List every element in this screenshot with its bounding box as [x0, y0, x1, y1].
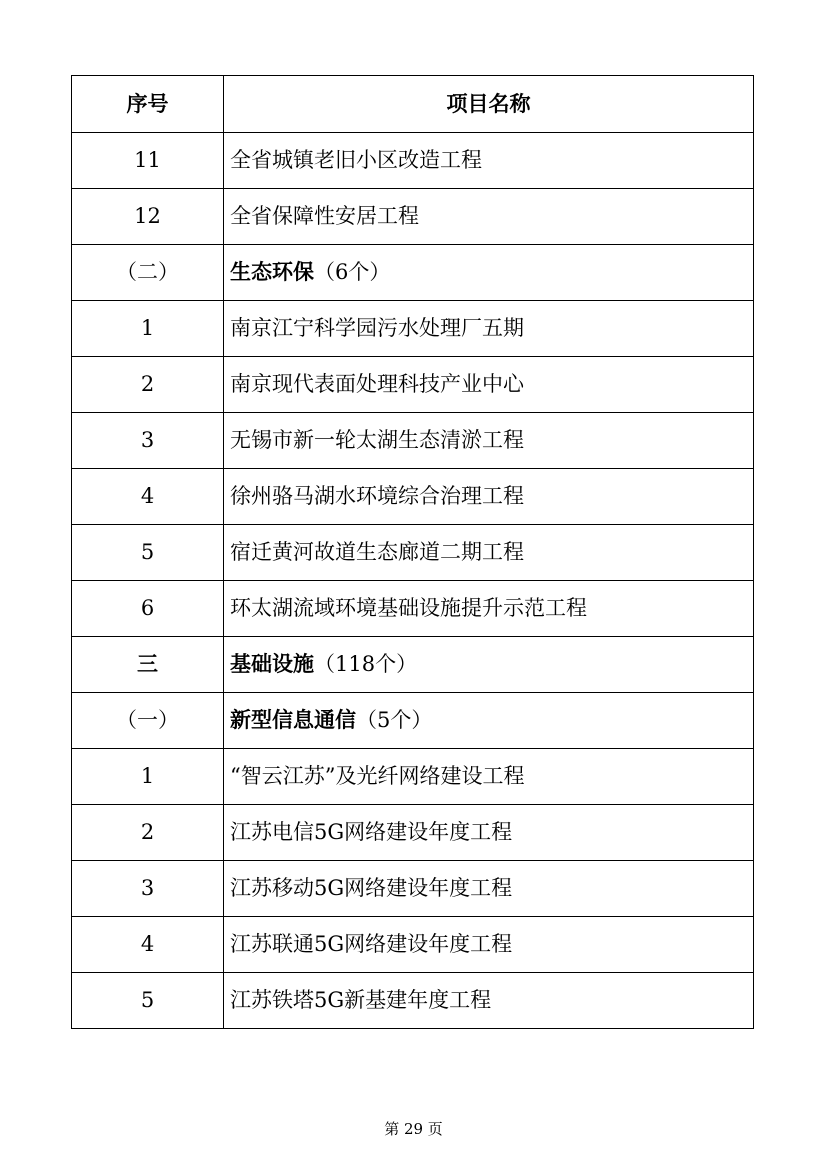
- category-count: （118个）: [314, 652, 418, 676]
- category-row: [72, 245, 754, 301]
- row-project-name: 南京江宁科学园污水处理厂五期: [224, 301, 754, 357]
- category-name-cell: [224, 693, 754, 749]
- category-serial-number: （一）: [72, 693, 224, 749]
- row-project-name: 江苏铁塔5G新基建年度工程: [224, 973, 754, 1029]
- row-serial-number: 1: [72, 301, 224, 357]
- row-serial-number: 1: [72, 749, 224, 805]
- table-header-row: [72, 76, 754, 133]
- row-serial-number: 5: [72, 973, 224, 1029]
- row-project-name: 江苏联通5G网络建设年度工程: [224, 917, 754, 973]
- row-project-name: 徐州骆马湖水环境综合治理工程: [224, 469, 754, 525]
- row-serial-number: 3: [72, 861, 224, 917]
- category-count: （5个）: [356, 708, 433, 732]
- table-row: [72, 133, 754, 189]
- category-serial-number: 三: [72, 637, 224, 693]
- row-project-name: 环太湖流域环境基础设施提升示范工程: [224, 581, 754, 637]
- row-project-name: 全省保障性安居工程: [224, 189, 754, 245]
- table-row: [72, 469, 754, 525]
- category-title: 新型信息通信: [230, 708, 356, 732]
- category-serial-number: （二）: [72, 245, 224, 301]
- row-serial-number: 6: [72, 581, 224, 637]
- row-project-name: 无锡市新一轮太湖生态清淤工程: [224, 413, 754, 469]
- table-row: [72, 973, 754, 1029]
- table-row: [72, 301, 754, 357]
- category-row: [72, 637, 754, 693]
- row-project-name: 宿迁黄河故道生态廊道二期工程: [224, 525, 754, 581]
- table-row: [72, 413, 754, 469]
- row-project-name: 江苏移动5G网络建设年度工程: [224, 861, 754, 917]
- row-serial-number: 11: [72, 133, 224, 189]
- page-number: 第 29 页: [384, 1120, 443, 1138]
- header-serial-number: 序号: [72, 76, 224, 133]
- row-serial-number: 2: [72, 805, 224, 861]
- row-serial-number: 5: [72, 525, 224, 581]
- row-serial-number: 2: [72, 357, 224, 413]
- row-project-name: 江苏电信5G网络建设年度工程: [224, 805, 754, 861]
- category-row: [72, 693, 754, 749]
- category-title: 基础设施: [230, 652, 314, 676]
- header-project-name: 项目名称: [224, 76, 754, 133]
- table-row: [72, 805, 754, 861]
- row-project-name: 南京现代表面处理科技产业中心: [224, 357, 754, 413]
- row-serial-number: 12: [72, 189, 224, 245]
- category-name-cell: [224, 245, 754, 301]
- table-row: [72, 861, 754, 917]
- project-table: [71, 75, 754, 1029]
- row-serial-number: 4: [72, 917, 224, 973]
- row-project-name: 全省城镇老旧小区改造工程: [224, 133, 754, 189]
- category-title: 生态环保: [230, 260, 314, 284]
- table-row: [72, 189, 754, 245]
- category-count: （6个）: [314, 260, 391, 284]
- row-serial-number: 4: [72, 469, 224, 525]
- row-project-name: “智云江苏”及光纤网络建设工程: [224, 749, 754, 805]
- table-row: [72, 581, 754, 637]
- table-row: [72, 749, 754, 805]
- table-row: [72, 525, 754, 581]
- category-name-cell: [224, 637, 754, 693]
- table-row: [72, 357, 754, 413]
- row-serial-number: 3: [72, 413, 224, 469]
- table-row: [72, 917, 754, 973]
